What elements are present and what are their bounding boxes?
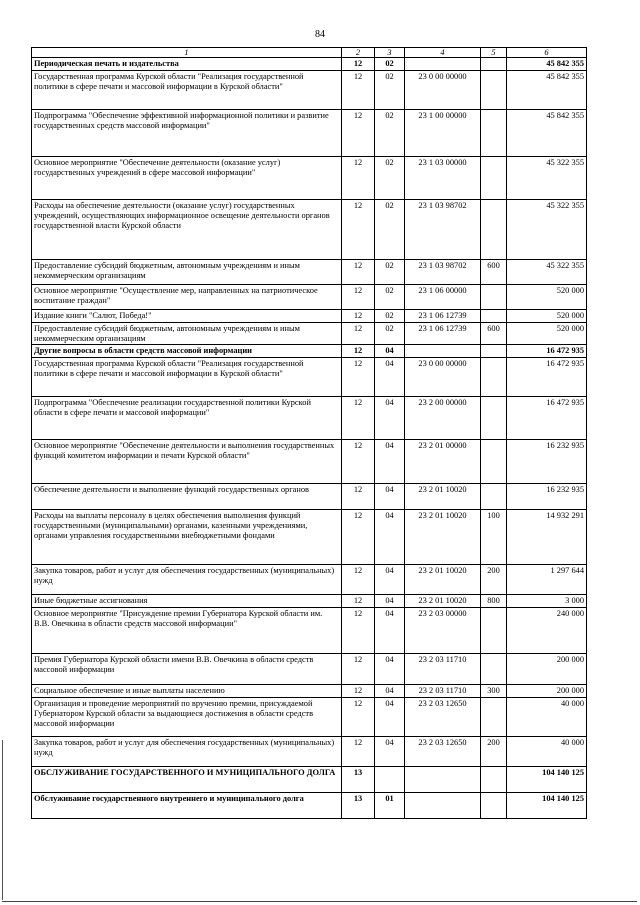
row-target-code: 23 2 03 11710 bbox=[405, 685, 481, 698]
row-name: Основное мероприятие "Обеспечение деятельности и выполнения государственных функций комитетом информации и печати Курской области" bbox=[32, 440, 342, 484]
table-row bbox=[32, 698, 587, 737]
row-section: 12 bbox=[342, 345, 375, 358]
row-name: Основное мероприятие "Осуществление мер, направленных на патриотическое воспитание граждан" bbox=[32, 285, 342, 310]
header-col-2: 2 bbox=[342, 48, 375, 58]
budget-table bbox=[31, 47, 587, 819]
row-amount: 200 000 bbox=[507, 654, 587, 685]
row-subsection: 04 bbox=[375, 345, 405, 358]
row-subsection: 02 bbox=[375, 157, 405, 200]
row-amount: 16 472 935 bbox=[507, 358, 587, 397]
table-row bbox=[32, 440, 587, 484]
row-subsection: 02 bbox=[375, 310, 405, 323]
table-row bbox=[32, 358, 587, 397]
row-subsection: 04 bbox=[375, 440, 405, 484]
row-subsection: 04 bbox=[375, 608, 405, 654]
row-name: Иные бюджетные ассигнования bbox=[32, 595, 342, 608]
row-target-code: 23 2 01 00000 bbox=[405, 440, 481, 484]
row-section: 12 bbox=[342, 358, 375, 397]
row-section: 12 bbox=[342, 510, 375, 565]
row-section: 12 bbox=[342, 608, 375, 654]
row-amount: 16 232 935 bbox=[507, 440, 587, 484]
table-row bbox=[32, 310, 587, 323]
row-target-code: 23 1 06 12739 bbox=[405, 310, 481, 323]
row-amount: 45 842 355 bbox=[507, 110, 587, 157]
row-subsection: 02 bbox=[375, 110, 405, 157]
table-row bbox=[32, 157, 587, 200]
table-row bbox=[32, 71, 587, 110]
row-target-code: 23 1 03 98702 bbox=[405, 200, 481, 260]
row-section: 13 bbox=[342, 767, 375, 793]
row-subsection: 04 bbox=[375, 358, 405, 397]
row-name: Расходы на выплаты персоналу в целях обеспечения выполнения функций государственными (муниципальными) органами, казенными учреждениями, органами управления государственными внебюджетными фондами bbox=[32, 510, 342, 565]
row-target-code: 23 2 01 10020 bbox=[405, 595, 481, 608]
row-subsection: 04 bbox=[375, 737, 405, 767]
row-name: Предоставление субсидий бюджетным, автономным учреждениям и иным некоммерческим организациям bbox=[32, 323, 342, 345]
row-section: 12 bbox=[342, 71, 375, 110]
row-subsection: 02 bbox=[375, 58, 405, 71]
header-col-6: 6 bbox=[507, 48, 587, 58]
row-subsection: 01 bbox=[375, 793, 405, 819]
row-expense-type bbox=[481, 608, 507, 654]
row-name: Обслуживание государственного внутреннего и муниципального долга bbox=[32, 793, 342, 819]
row-name: Премия Губернатора Курской области имени В.В. Овечкина в области средств массовой информации bbox=[32, 654, 342, 685]
table-row bbox=[32, 260, 587, 285]
row-subsection: 04 bbox=[375, 397, 405, 440]
row-section: 12 bbox=[342, 260, 375, 285]
row-target-code: 23 2 03 12650 bbox=[405, 737, 481, 767]
row-name: ОБСЛУЖИВАНИЕ ГОСУДАРСТВЕННОГО И МУНИЦИПАЛЬНОГО ДОЛГА bbox=[32, 767, 342, 793]
row-expense-type bbox=[481, 200, 507, 260]
row-subsection: 02 bbox=[375, 323, 405, 345]
row-target-code bbox=[405, 345, 481, 358]
table-row bbox=[32, 510, 587, 565]
row-subsection: 04 bbox=[375, 595, 405, 608]
table-row bbox=[32, 654, 587, 685]
row-amount: 14 932 291 bbox=[507, 510, 587, 565]
row-section: 12 bbox=[342, 440, 375, 484]
row-expense-type: 200 bbox=[481, 737, 507, 767]
row-subsection: 02 bbox=[375, 71, 405, 110]
row-section: 12 bbox=[342, 654, 375, 685]
table-header-row bbox=[32, 48, 587, 58]
row-amount: 45 322 355 bbox=[507, 157, 587, 200]
row-target-code: 23 2 01 10020 bbox=[405, 484, 481, 510]
row-amount: 200 000 bbox=[507, 685, 587, 698]
row-amount: 104 140 125 bbox=[507, 793, 587, 819]
header-col-4: 4 bbox=[405, 48, 481, 58]
row-target-code bbox=[405, 767, 481, 793]
row-subsection: 04 bbox=[375, 510, 405, 565]
row-subsection: 04 bbox=[375, 654, 405, 685]
row-expense-type: 800 bbox=[481, 595, 507, 608]
row-amount: 40 000 bbox=[507, 737, 587, 767]
row-section: 12 bbox=[342, 200, 375, 260]
row-amount: 16 472 935 bbox=[507, 397, 587, 440]
row-expense-type: 600 bbox=[481, 260, 507, 285]
row-amount: 40 000 bbox=[507, 698, 587, 737]
row-expense-type bbox=[481, 698, 507, 737]
table-row bbox=[32, 737, 587, 767]
page-number: 84 bbox=[315, 29, 325, 40]
header-col-3: 3 bbox=[375, 48, 405, 58]
row-subsection bbox=[375, 767, 405, 793]
table-row bbox=[32, 285, 587, 310]
row-target-code: 23 1 03 00000 bbox=[405, 157, 481, 200]
row-section: 13 bbox=[342, 793, 375, 819]
row-amount: 16 472 935 bbox=[507, 345, 587, 358]
row-target-code: 23 1 00 00000 bbox=[405, 110, 481, 157]
row-expense-type bbox=[481, 767, 507, 793]
row-subsection: 04 bbox=[375, 685, 405, 698]
row-target-code: 23 1 06 12739 bbox=[405, 323, 481, 345]
row-target-code: 23 0 00 00000 bbox=[405, 71, 481, 110]
row-amount: 240 000 bbox=[507, 608, 587, 654]
row-amount: 45 842 355 bbox=[507, 58, 587, 71]
table-row bbox=[32, 767, 587, 793]
row-section: 12 bbox=[342, 698, 375, 737]
row-target-code: 23 2 03 12650 bbox=[405, 698, 481, 737]
row-expense-type bbox=[481, 310, 507, 323]
row-target-code bbox=[405, 793, 481, 819]
table-body bbox=[32, 48, 587, 819]
row-expense-type bbox=[481, 345, 507, 358]
row-expense-type bbox=[481, 484, 507, 510]
row-name: Государственная программа Курской области "Реализация государственной политики в сфере печати и массовой информации в Курской области" bbox=[32, 358, 342, 397]
row-expense-type bbox=[481, 110, 507, 157]
table-row bbox=[32, 323, 587, 345]
row-subsection: 04 bbox=[375, 565, 405, 595]
row-name: Государственная программа Курской области "Реализация государственной политики в сфере печати и массовой информации в Курской области" bbox=[32, 71, 342, 110]
row-expense-type: 200 bbox=[481, 565, 507, 595]
row-subsection: 02 bbox=[375, 200, 405, 260]
table-row bbox=[32, 58, 587, 71]
row-section: 12 bbox=[342, 58, 375, 71]
row-name: Закупка товаров, работ и услуг для обеспечения государственных (муниципальных) нужд bbox=[32, 565, 342, 595]
row-target-code: 23 2 01 10020 bbox=[405, 565, 481, 595]
row-name: Предоставление субсидий бюджетным, автономным учреждениям и иным некоммерческим организациям bbox=[32, 260, 342, 285]
row-amount: 104 140 125 bbox=[507, 767, 587, 793]
row-expense-type: 300 bbox=[481, 685, 507, 698]
scan-bottom-edge bbox=[2, 901, 637, 902]
row-expense-type bbox=[481, 654, 507, 685]
row-name: Организация и проведение мероприятий по вручению премии, присуждаемой Губернатором Курской области за выдающиеся достижения в области средств массовой информации bbox=[32, 698, 342, 737]
table-row bbox=[32, 397, 587, 440]
row-subsection: 04 bbox=[375, 698, 405, 737]
row-expense-type bbox=[481, 440, 507, 484]
table-row bbox=[32, 685, 587, 698]
row-amount: 16 232 935 bbox=[507, 484, 587, 510]
table-row bbox=[32, 608, 587, 654]
row-name: Обеспечение деятельности и выполнение функций государственных органов bbox=[32, 484, 342, 510]
row-target-code: 23 0 00 00000 bbox=[405, 358, 481, 397]
row-name: Основное мероприятие "Обеспечение деятельности (оказание услуг) государственных учреждений в сфере массовой информации" bbox=[32, 157, 342, 200]
table-row bbox=[32, 110, 587, 157]
row-section: 12 bbox=[342, 565, 375, 595]
row-expense-type: 100 bbox=[481, 510, 507, 565]
row-target-code: 23 2 03 00000 bbox=[405, 608, 481, 654]
row-target-code: 23 2 03 11710 bbox=[405, 654, 481, 685]
row-expense-type bbox=[481, 285, 507, 310]
row-expense-type: 600 bbox=[481, 323, 507, 345]
row-section: 12 bbox=[342, 484, 375, 510]
row-section: 12 bbox=[342, 685, 375, 698]
row-name: Подпрограмма "Обеспечение эффективной информационной политики и развитие государственных средств массовой информации" bbox=[32, 110, 342, 157]
row-name: Периодическая печать и издательства bbox=[32, 58, 342, 71]
row-amount: 45 322 355 bbox=[507, 200, 587, 260]
table-row bbox=[32, 595, 587, 608]
row-section: 12 bbox=[342, 285, 375, 310]
table-row bbox=[32, 793, 587, 819]
row-section: 12 bbox=[342, 595, 375, 608]
row-section: 12 bbox=[342, 110, 375, 157]
row-amount: 1 297 644 bbox=[507, 565, 587, 595]
table-row bbox=[32, 345, 587, 358]
row-amount: 45 322 355 bbox=[507, 260, 587, 285]
row-amount: 520 000 bbox=[507, 285, 587, 310]
row-expense-type bbox=[481, 397, 507, 440]
row-subsection: 02 bbox=[375, 285, 405, 310]
row-expense-type bbox=[481, 793, 507, 819]
row-name: Другие вопросы в области средств массовой информации bbox=[32, 345, 342, 358]
row-subsection: 04 bbox=[375, 484, 405, 510]
row-subsection: 02 bbox=[375, 260, 405, 285]
header-col-5: 5 bbox=[481, 48, 507, 58]
row-section: 12 bbox=[342, 323, 375, 345]
row-section: 12 bbox=[342, 310, 375, 323]
header-col-1: 1 bbox=[32, 48, 342, 58]
row-amount: 3 000 bbox=[507, 595, 587, 608]
row-section: 12 bbox=[342, 397, 375, 440]
row-expense-type bbox=[481, 58, 507, 71]
table-row bbox=[32, 200, 587, 260]
row-target-code bbox=[405, 58, 481, 71]
row-expense-type bbox=[481, 157, 507, 200]
row-target-code: 23 2 01 10020 bbox=[405, 510, 481, 565]
row-name: Закупка товаров, работ и услуг для обеспечения государственных (муниципальных) нужд bbox=[32, 737, 342, 767]
row-name: Подпрограмма "Обеспечение реализации государственной политики Курской области в сфере печати и массовой информации" bbox=[32, 397, 342, 440]
row-expense-type bbox=[481, 71, 507, 110]
table-row bbox=[32, 484, 587, 510]
row-name: Расходы на обеспечение деятельности (оказание услуг) государственных учреждений, осуществляющих информационное освещение деятельности органов государственной власти Курской области bbox=[32, 200, 342, 260]
row-target-code: 23 2 00 00000 bbox=[405, 397, 481, 440]
row-name: Основное мероприятие "Присуждение премии Губернатора Курской области им. В.В. Овечкина в области средств массовой информации" bbox=[32, 608, 342, 654]
row-amount: 520 000 bbox=[507, 310, 587, 323]
row-name: Социальное обеспечение и иные выплаты населению bbox=[32, 685, 342, 698]
row-section: 12 bbox=[342, 157, 375, 200]
row-expense-type bbox=[481, 358, 507, 397]
row-name: Издание книги "Салют, Победа!" bbox=[32, 310, 342, 323]
scan-left-edge bbox=[2, 740, 3, 900]
row-target-code: 23 1 03 98702 bbox=[405, 260, 481, 285]
row-amount: 45 842 355 bbox=[507, 71, 587, 110]
row-target-code: 23 1 06 00000 bbox=[405, 285, 481, 310]
row-amount: 520 000 bbox=[507, 323, 587, 345]
row-section: 12 bbox=[342, 737, 375, 767]
table-row bbox=[32, 565, 587, 595]
